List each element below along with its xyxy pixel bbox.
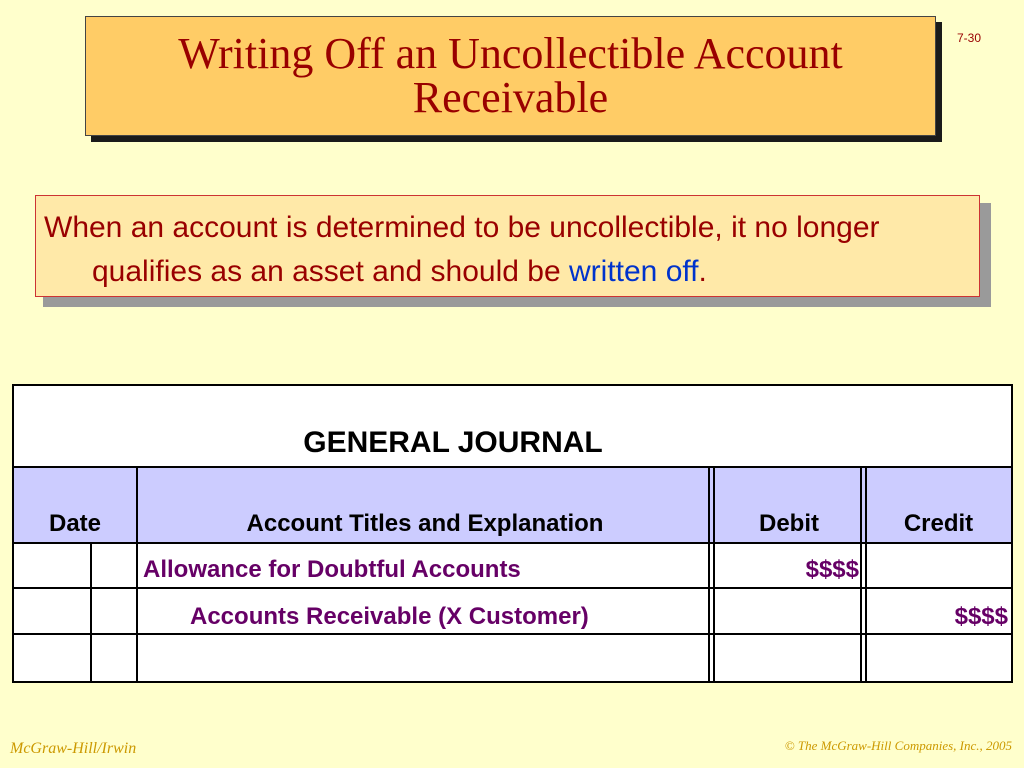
col-header-debit: Debit: [759, 510, 819, 537]
divider-date: [136, 466, 138, 683]
divider-account-a: [708, 466, 710, 683]
note-text-before: When an account is determined to be uncollectible, it no longer qualifies as an asset and should be: [44, 211, 880, 288]
note-text-after: .: [698, 255, 707, 288]
col-header-credit: Credit: [903, 510, 974, 537]
row1-account: Allowance for Doubtful Accounts: [143, 556, 521, 583]
col-header-date: Date: [48, 510, 102, 537]
note-box: [35, 195, 980, 297]
row2-credit: $$$$: [954, 603, 1008, 630]
divider-debit-a: [860, 466, 862, 683]
row-divider-2: [14, 633, 1011, 635]
divider-date-sub: [90, 542, 92, 683]
row-divider-1: [14, 587, 1011, 589]
general-journal-table: [12, 384, 1013, 683]
journal-title: GENERAL JOURNAL: [303, 426, 603, 459]
slide-title: Writing Off an Uncollectible Account Receivable: [178, 29, 843, 122]
slide-number: 7-30: [957, 31, 982, 45]
footer-publisher: McGraw-Hill/Irwin: [10, 740, 137, 757]
row2-account: Accounts Receivable (X Customer): [190, 603, 589, 630]
footer-copyright: © The McGraw-Hill Companies, Inc., 2005: [784, 738, 1012, 753]
divider-debit-b: [865, 466, 867, 683]
note-highlight: written off: [569, 255, 699, 288]
note-text: [44, 206, 974, 294]
col-header-account: Account Titles and Explanation: [246, 510, 604, 537]
title-box: [85, 16, 936, 136]
row1-debit: $$$$: [805, 556, 859, 583]
